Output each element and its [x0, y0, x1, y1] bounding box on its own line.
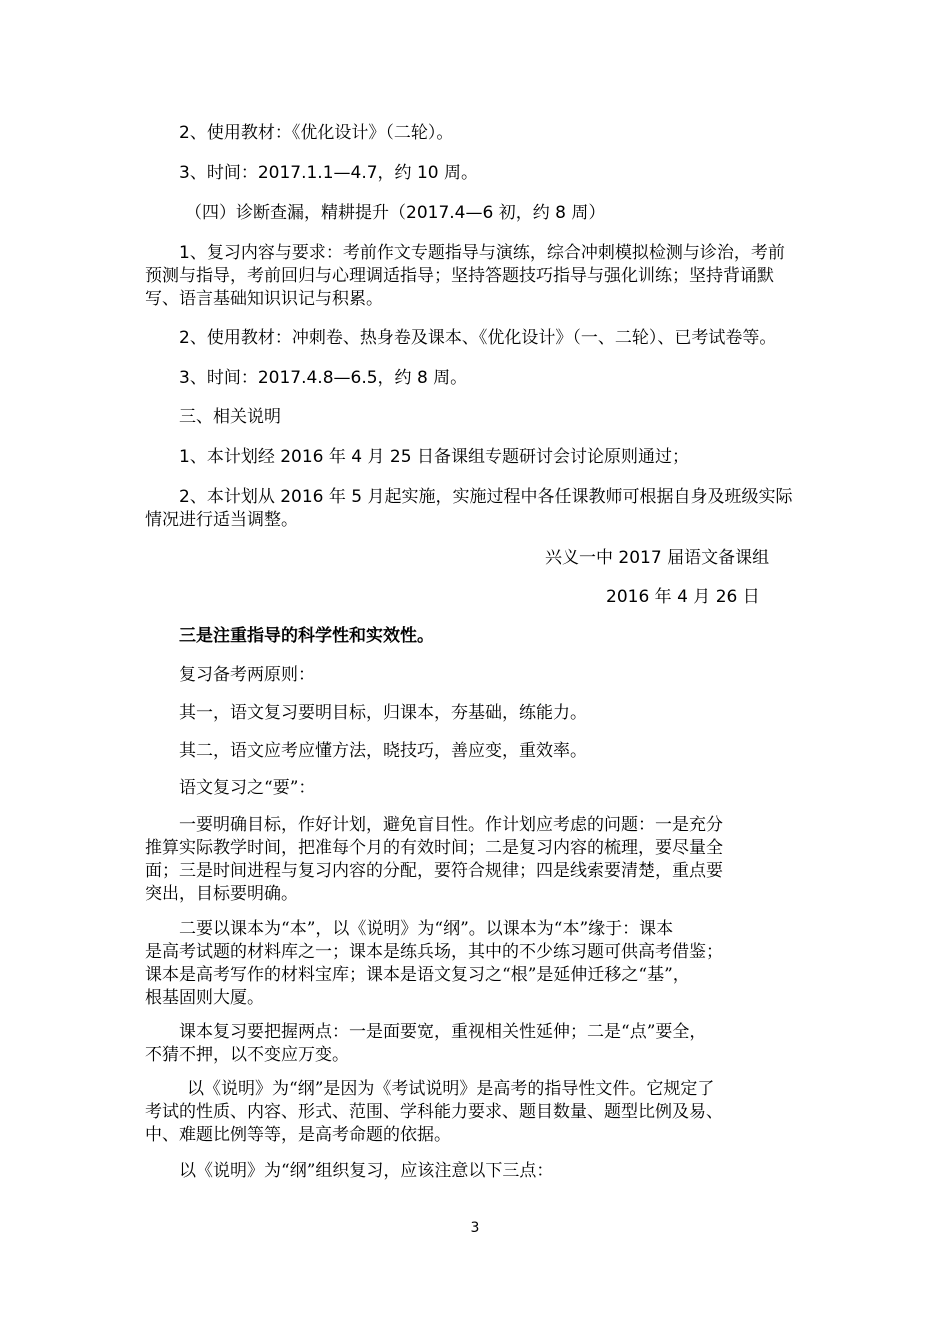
text-line: 课本是高考写作的材料宝库；课本是语文复习之“根”是延伸迁移之“基”，	[145, 965, 690, 985]
text-line: 三是注重指导的科学性和实效性。	[179, 626, 434, 646]
paragraph-two-principles	[145, 664, 815, 687]
paragraph-time-final	[145, 367, 815, 390]
text-line: 一要明确目标，作好计划，避免盲目性。作计划应考虑的问题：一是充分	[179, 815, 723, 835]
signature-date: 2016 年 4 月 26 日	[606, 587, 760, 607]
paragraph-principle-1	[145, 702, 815, 725]
text-line: 课本复习要把握两点：一是面要宽，重视相关性延伸；二是“点”要全，	[179, 1022, 707, 1042]
text-line: 1、本计划经 2016 年 4 月 25 日备课组专题研讨会讨论原则通过；	[179, 447, 689, 467]
text-line: 以《说明》为“纲”组织复习，应该注意以下三点：	[179, 1161, 554, 1181]
paragraph-plan-approval	[145, 446, 815, 469]
text-line: 写、语言基础知识识记与积累。	[145, 289, 383, 309]
section-heading-3	[145, 406, 815, 429]
text-line: 其二，语文应考应懂方法，晓技巧，善应变，重效率。	[179, 741, 587, 761]
text-line: 面；三是时间进程与复习内容的分配，要符合规律；四是线索要清楚，重点要	[145, 861, 723, 881]
paragraph-review-essentials	[145, 777, 815, 800]
paragraph-exam-guide	[145, 1078, 815, 1147]
text-line: 3、时间：2017.1.1—4.7，约 10 周。	[179, 163, 478, 183]
paragraph-textbook-review	[145, 1021, 815, 1067]
paragraph-principle-2	[145, 740, 815, 763]
text-line: 三、相关说明	[179, 407, 281, 427]
text-line: 复习备考两原则：	[179, 665, 315, 685]
text-line: 中、难题比例等等，是高考命题的依据。	[145, 1125, 451, 1145]
paragraph-textbook-round2	[145, 122, 815, 145]
text-line: 语文复习之“要”：	[179, 778, 316, 798]
section-heading-4	[185, 202, 855, 225]
text-line: 预测与指导，考前回归与心理调适指导；坚持答题技巧指导与强化训练；坚持背诵默	[145, 266, 774, 286]
text-line: 是高考试题的材料库之一；课本是练兵场，其中的不少练习题可供高考借鉴；	[145, 942, 723, 962]
text-line: 3、时间：2017.4.8—6.5，约 8 周。	[179, 368, 468, 388]
text-line: 2、使用教材：《优化设计》（二轮）。	[179, 123, 454, 143]
page-number: 3	[470, 1220, 480, 1236]
paragraph-heading-bold	[145, 625, 815, 648]
text-line: 1、复习内容与要求：考前作文专题指导与演练，综合冲刺模拟检测与诊治，考前	[179, 243, 785, 263]
text-line: 突出，目标要明确。	[145, 884, 298, 904]
text-line: 不猜不押，以不变应万变。	[145, 1045, 349, 1065]
paragraph-essential-2	[145, 918, 815, 1010]
text-line: 2、使用教材：冲刺卷、热身卷及课本、《优化设计》（一、二轮）、已考试卷等。	[179, 328, 777, 348]
text-line: 推算实际教学时间，把准每个月的有效时间；二是复习内容的梳理，要尽量全	[145, 838, 723, 858]
paragraph-textbook-final	[145, 327, 815, 350]
paragraph-plan-implementation	[145, 486, 815, 532]
paragraph-three-points	[145, 1160, 815, 1183]
text-line: （四）诊断查漏，精耕提升（2017.4—6 初，约 8 周）	[185, 203, 606, 223]
signature-org: 兴义一中 2017 届语文备课组	[545, 548, 770, 568]
paragraph-review-content	[145, 242, 815, 311]
text-line: 以《说明》为“纲”是因为《考试说明》是高考的指导性文件。它规定了	[187, 1079, 715, 1099]
text-line: 二要以课本为“本”，以《说明》为“纲”。以课本为“本”缘于：课本	[179, 919, 674, 939]
paragraph-time-round2	[145, 162, 815, 185]
text-line: 考试的性质、内容、形式、范围、学科能力要求、题目数量、题型比例及易、	[145, 1102, 723, 1122]
text-line: 根基固则大厦。	[145, 988, 264, 1008]
text-line: 情况进行适当调整。	[145, 510, 298, 530]
text-line: 其一，语文复习要明目标，归课本，夯基础，练能力。	[179, 703, 587, 723]
paragraph-essential-1	[145, 814, 815, 906]
text-line: 2、本计划从 2016 年 5 月起实施，实施过程中各任课教师可根据自身及班级实际	[179, 487, 793, 507]
